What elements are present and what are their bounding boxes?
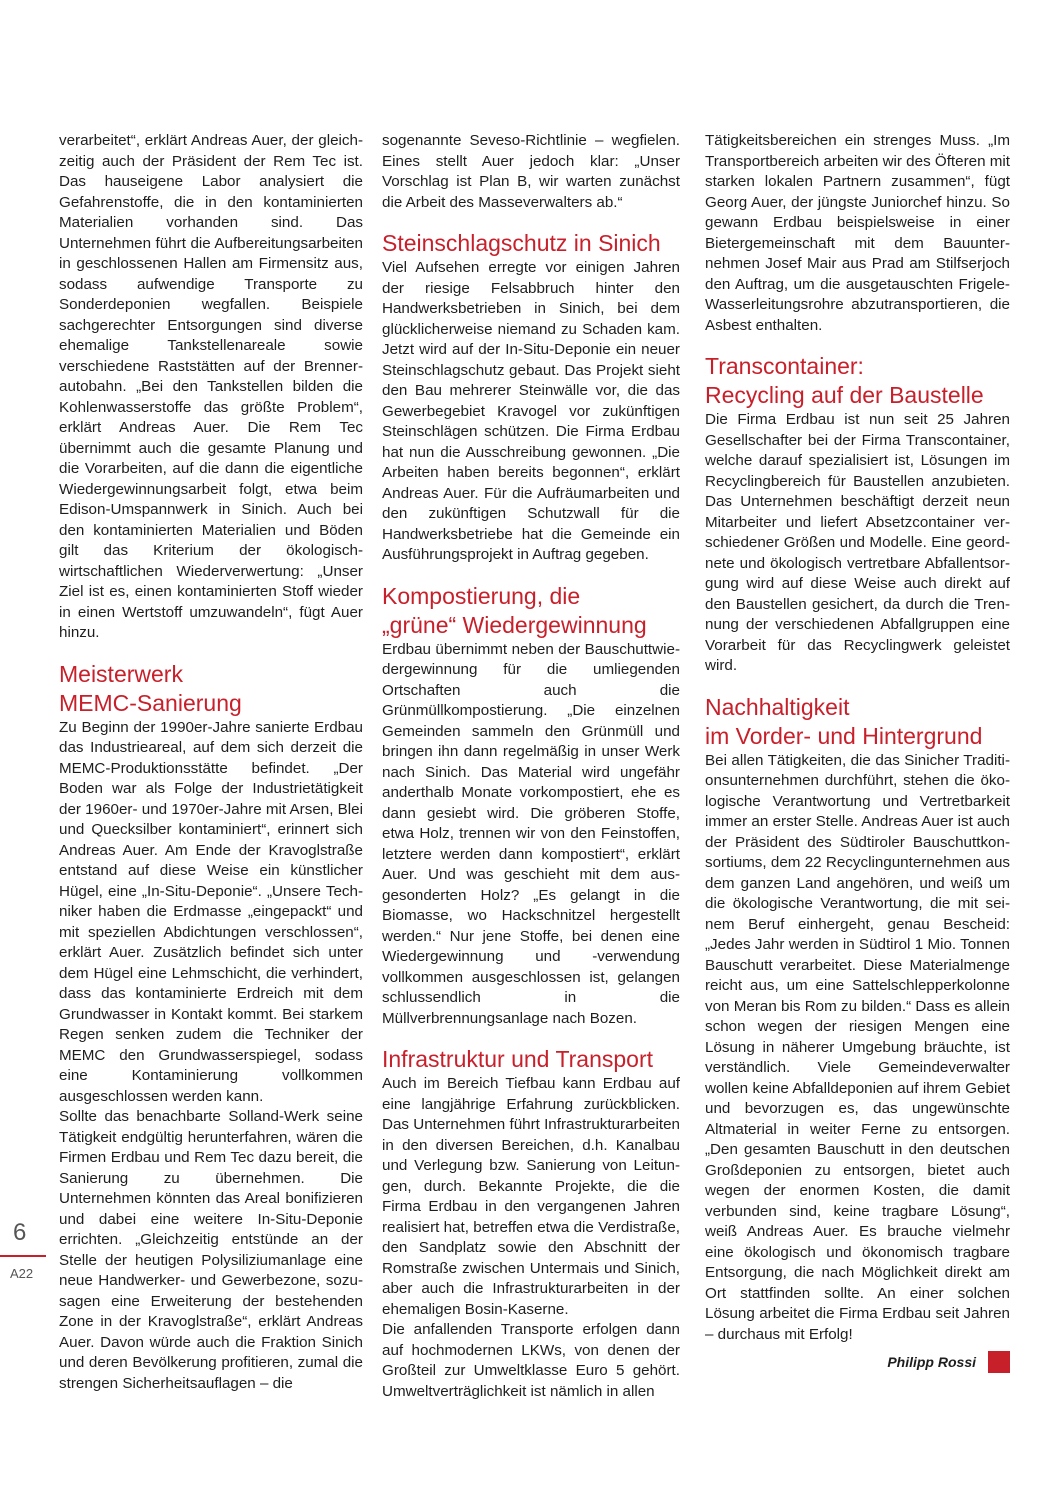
paragraph: sogenannte Seveso-Richtlinie – wegfielen. Eines stellt Auer jedoch klar: „Unser Vorschlag ist Plan B, wir warten zunächst die Arbeit des Masseverwalters ab.“ bbox=[382, 132, 680, 211]
paragraph: Zu Beginn der 1990er-Jahre sanierte Erdbau das Industrieareal, auf dem sich derzeit die MEMC-Produktionsstätte befindet. „Der Boden war als Folge der Industrietätigkeit der 1960er- und 1970er-Jahre mit Arsen, Blei und Quecksilber kontaminiert“, erinnert sich Andreas Auer. Am Ende der Kravoglstraße entstand auf diese Weise ein künstlicher Hügel, eine „In-Situ-Deponie“. „Unsere Techniker haben die Erdmasse „eingepackt“ und mit speziellen Abdichtungen verschlossen“, erklärt Auer. Zusätzlich befindet sich unter dem Hügel eine Lehmschicht, die verhindert, dass das kontaminierte Erdreich mit dem Grundwasser in Kontakt kommt. Bei starkem Regen senken zudem die Techniker der MEMC den Grundwasserspiegel, sodass eine Kontaminierung vollkommen ausgeschlossen werden kann. bbox=[59, 718, 363, 1105]
section-heading-memc bbox=[59, 660, 363, 718]
paragraph: Tätigkeitsbereichen ein strenges Muss. „Im Transportbereich arbeiten wir des Öfteren mit starken lokalen Partnern zusammen“, fügt Georg Auer, der jüngste Juniorchef hinzu. So gewann Erdbau beispielsweise in einer Bietergemeinschaft mit dem Bauunternehmen Josef Mair aus Prad am Stilfserjoch den Auftrag, um die ausgetauschten Frigele-Wasserleitungsrohre abzutransportieren, die Asbest enthalten. bbox=[705, 132, 1011, 334]
article-column-1 bbox=[59, 131, 363, 1394]
paragraph: Auch im Bereich Tiefbau kann Erdbau auf eine langjährige Erfahrung zurückblicken. Das Unternehmen führt Infrastrukturarbeiten in den diversen Bereichen, d.h. Kanalbau und Verlegung bzw. Sanierung von Leitungen, durch. Bekannte Projekte, die die Firma Erdbau in den vergangenen Jahren realisiert hat, betreffen etwa die Verdistraße, den Sandplatz sowie den Abschnitt der Romstraße zwischen Untermais und Sinich, aber auch die Infrastrukturarbeiten in der ehemaligen Bosin-Kaserne. bbox=[382, 1075, 680, 1318]
section-heading-transcontainer bbox=[705, 352, 1010, 410]
heading-line: Infrastruktur und Transport bbox=[382, 1046, 654, 1072]
paragraph: Sollte das benachbarte Solland-Werk seine Tätigkeit endgültig herunterfahren, wären die Firmen Erdbau und Rem Tec dazu bereit, die Sanierung zu übernehmen. Die Unternehmen könnten das Areal bonifizieren und dabei eine weitere In-Situ-Deponie errichten. „Gleichzeitig entstünde an der Stelle der heutigen Polysiliziumanlage eine neue Handwerker- und Gewerbezone, sozusagen eine Erweiterung der bestehenden Zone in der Kravoglstraße“, erklärt Andreas Auer. Davon würde auch die Fraktion Sinich und deren Bevölkerung profitieren, zumal die strengen Sicherheitsauflagen – die bbox=[59, 1108, 363, 1392]
heading-line: Kompostierung, die bbox=[382, 582, 581, 609]
paragraph: verarbeitet“, erklärt Andreas Auer, der gleichzeitig auch der Präsident der Rem Tec ist. Das hauseigene Labor analysiert die Gefahrenstoffe, die in den kontaminierten Materialien vorhanden sind. Das Unternehmen führt die Aufbereitungsarbeiten in geschlossenen Hallen am Firmensitz aus, sodass aufwendige Transporte zu Sonderdeponien wegfallen. Beispiele sachgerechter Entsorgungen sind diverse ehemalige Tankstellenareale sowie verschiedene Raststätten auf der Brennerautobahn. „Bei den Tankstellen bilden die Kohlenwasserstoffe das größte Problem“, erklärt Andreas Auer. Die Rem Tec übernimmt auch die gesamte Planung und die Vorarbeiten, auf die dann die eigentliche Wiedergewinnungsarbeit folgt, etwa beim Edison-Umspannwerk in Sinich. Auch bei den kontaminierten Materialien und Böden gilt das Kriterium der ökologisch-wirtschaftlichen Wiederverwertung: „Unser Ziel ist es, einen kontaminierten Stoff wieder in einen Wertstoff umzuwandeln“, fügt Auer hinzu. bbox=[59, 132, 363, 641]
article-column-2 bbox=[382, 131, 680, 1402]
heading-line: Nachhaltigkeit bbox=[705, 693, 850, 720]
heading-line: Recycling auf der Baustelle bbox=[705, 382, 984, 408]
heading-line: im Vorder- und Hintergrund bbox=[705, 722, 983, 749]
heading-line: Transcontainer: bbox=[705, 353, 864, 379]
section-heading-steinschlagschutz bbox=[382, 229, 680, 258]
heading-line: MEMC-Sanierung bbox=[59, 689, 242, 716]
page-number-rule bbox=[0, 1255, 46, 1257]
heading-line: Steinschlagschutz in Sinich bbox=[382, 230, 661, 256]
heading-line: Meisterwerk bbox=[59, 660, 183, 687]
paragraph: Die anfallenden Transporte erfolgen dann auf hochmodernen LKWs, von denen der Großteil zur Umweltklasse Euro 5 gehört. Umweltverträglichkeit ist nämlich in allen bbox=[382, 1321, 680, 1400]
paragraph: Die Firma Erdbau ist nun seit 25 Jahren Gesellschafter bei der Firma Transcontainer, welche darauf spezialisiert ist, Lösungen im Recyclingbereich für Baustellen anzubieten. Das Unternehmen beschäftigt derzeit neun Mitarbeiter und liefert Absetzcontainer verschiedener Größen und Modelle. Eine geordnete und ökologisch vertretbare Abfallentsorgung wird auf diese Weise auch direkt auf den Baustellen gesichert, da durch die Trennung der verschiedenen Abfallgruppen eine Vorarbeit für das Recyclingwerk geleistet wird. bbox=[705, 411, 1010, 674]
section-heading-kompostierung bbox=[382, 582, 680, 640]
paragraph: Erdbau übernimmt neben der Bauschuttwiedergewinnung für die umliegenden Ortschaften auch die Grünmüllkompostierung. „Die einzelnen Gemeinden sammeln den Grünmüll und bringen ihn dann regelmäßig in unser Werk nach Sinich. Das Material wird ungefähr anderthalb Monate vorkompostiert, ehe es dann gesiebt wird. Die gröberen Stoffe, etwa Holz, trennen wir von den Feinstoffen, letztere werden dann kompostiert“, erklärt Auer. Und was geschieht mit dem ausgesonderten Holz? „Es gelangt in die Biomasse, wo Hackschnitzel hergestellt werden.“ Nur jene Stoffe, bei denen eine Wiedergewinnung und -verwendung vollkommen ausgeschlossen ist, gelangen schlussendlich in die Müllverbrennungsanlage nach Bozen. bbox=[382, 640, 680, 1027]
heading-line: „grüne“ Wiedergewinnung bbox=[382, 611, 647, 638]
page-number: 6 bbox=[13, 1219, 27, 1246]
section-code: A22 bbox=[10, 1266, 34, 1281]
author-name: Philipp Rossi bbox=[887, 1353, 976, 1370]
paragraph: Viel Aufsehen erregte vor einigen Jahren der riesige Felsabbruch hinter den Handwerksbetrieben in Sinich, bei dem glücklicherweise niemand zu Schaden kam. Jetzt wird auf der In-Situ-Deponie ein neuer Steinschlagschutz gebaut. Das Projekt sieht den Bau mehrerer Steinwälle vor, die das Gewerbegebiet Kravogel vor zukünftigen Steinschlägen schützen. Die Firma Erdbau hat nun die Ausschreibung gewonnen. „Die Arbeiten haben bereits begonnen“, erklärt Andreas Auer. Für die Aufräumarbeiten und den zukünftigen Schutzwall für die Handwerksbetriebe hat die Gemeinde ein Ausführungsprojekt in Auftrag gegeben. bbox=[382, 259, 680, 563]
section-heading-nachhaltigkeit bbox=[705, 693, 1010, 751]
paragraph: Bei allen Tätigkeiten, die das Sinicher Traditionsunternehmen durchführt, stehen die ökologische Verantwortung und Vertretbarkeit immer an erster Stelle. Andreas Auer ist auch der Präsident des Südtiroler Bauschuttkonsortiums, dem 22 Recyclingunternehmen aus dem ganzen Land angehören, und weiß um die ökologische Verantwortung, die mit seinem Beruf einhergeht, genau Bescheid: „Jedes Jahr werden in Südtirol 1 Mio. Tonnen Bauschutt verarbeitet. Diese Materialmenge reicht aus, um eine Sattelschlepperkolonne von Meran bis Rom zu bilden.“ Dass es allein schon wegen der riesigen Mengen eine Lösung in näherer Umgebung bräuchte, ist verständlich. Viele Gemeindeverwalter wollen keine Abfalldeponien auf ihrem Gebiet und bevorzugen es, das ungewünschte Altmaterial in weiter Ferne zu entsorgen. „Den gesamten Bauschutt in den deutschen Großdeponien zu entsorgen, bietet auch wegen der enormen Kosten, die damit verbunden sind, keine tragbare Lösung“, weiß Andreas Auer. Es brauche vielmehr eine ökologisch und ökonomisch tragbare Entsorgung, die nach Möglichkeit direkt am Ort stattfinden sollte. An einer solchen Lösung arbeitet die Firma Erdbau seit Jahren – durchaus mit Erfolg! bbox=[705, 751, 1010, 1343]
author-byline bbox=[705, 1351, 1010, 1373]
article-column-3 bbox=[705, 131, 1010, 1373]
section-heading-infrastruktur bbox=[382, 1045, 680, 1074]
end-mark-square bbox=[988, 1351, 1010, 1373]
